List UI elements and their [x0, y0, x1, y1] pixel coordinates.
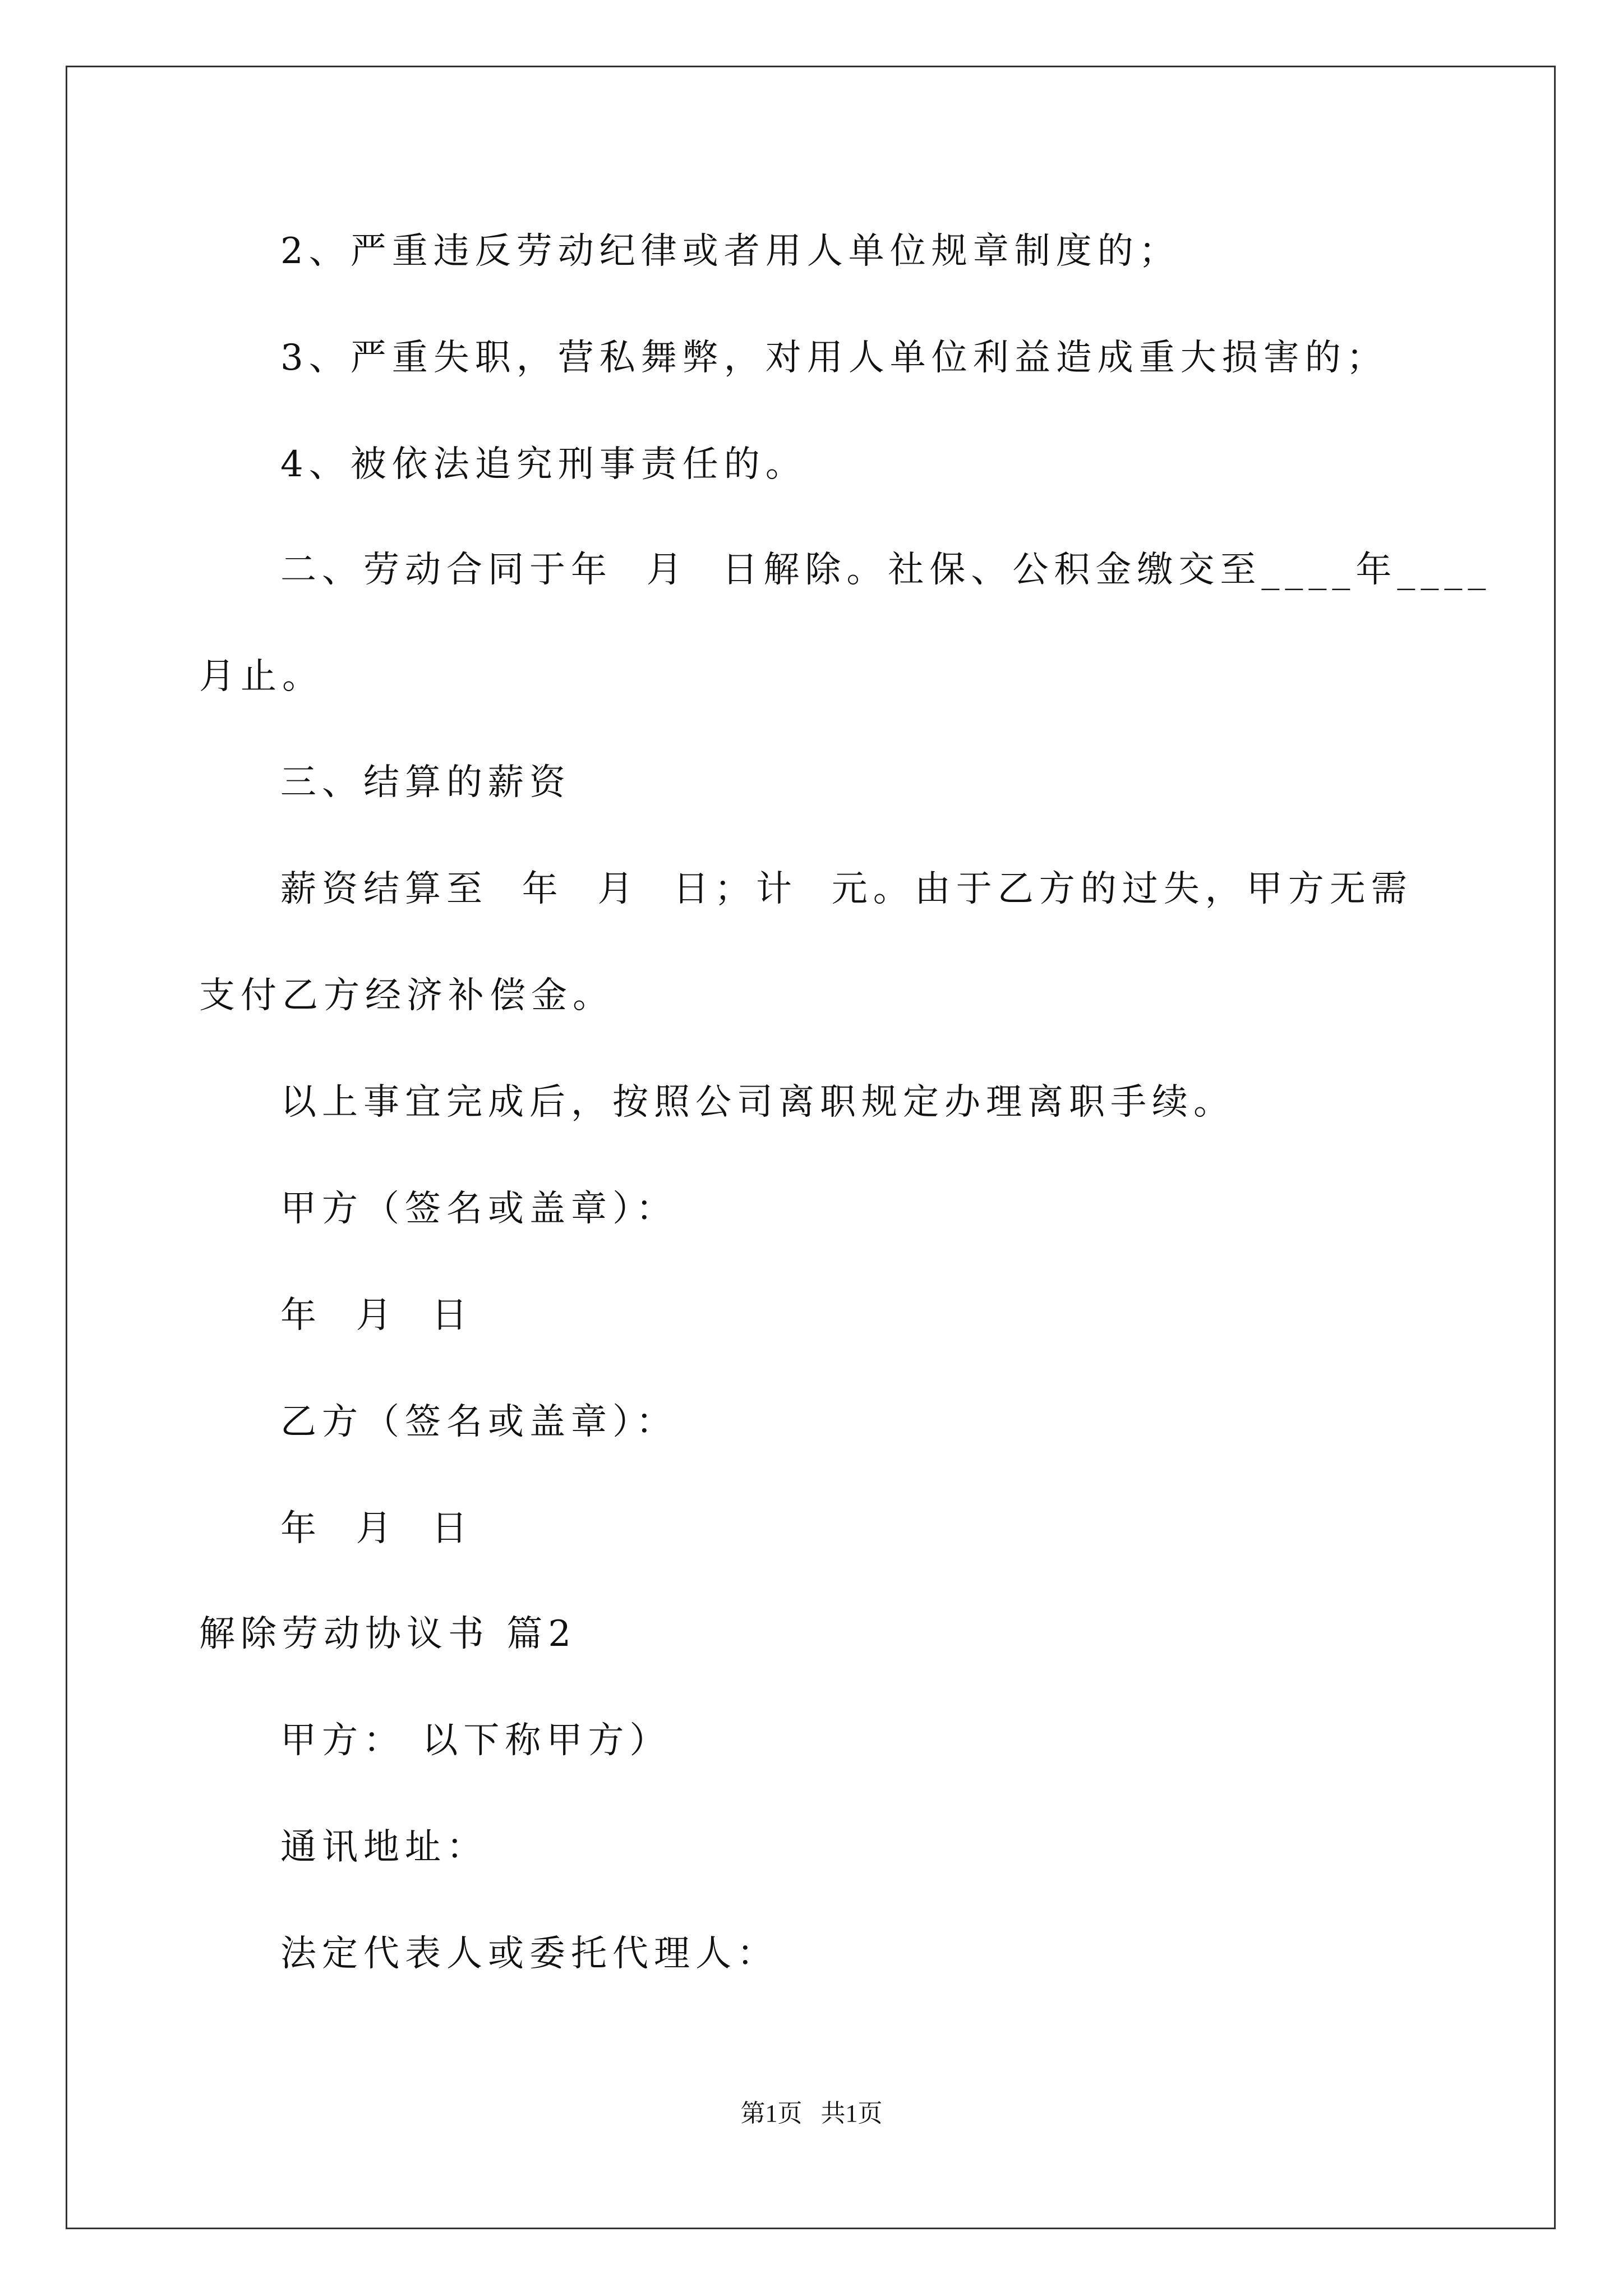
party-a-label: 甲方： 以下称甲方） [280, 1720, 671, 1761]
section-2-line-2: 月止。 [199, 656, 324, 697]
party-b-date: 年 月 日 [280, 1508, 473, 1549]
document-title-part-2: 解除劳动协议书 篇2 [199, 1613, 577, 1655]
clause-2: 2、严重违反劳动纪律或者用人单位规章制度的； [280, 231, 1181, 272]
closing-statement: 以上事宜完成后，按照公司离职规定办理离职手续。 [280, 1082, 1235, 1123]
representative-label: 法定代表人或委托代理人： [280, 1933, 778, 1975]
page-number-footer: 第1页 共1页 [740, 2100, 883, 2127]
party-a-date: 年 月 日 [280, 1295, 473, 1336]
clause-3: 3、严重失职，营私舞弊，对用人单位利益造成重大损害的； [280, 337, 1388, 379]
party-a-signature: 甲方（签名或盖章）： [280, 1188, 677, 1230]
page-border [66, 66, 1556, 2229]
party-b-signature: 乙方（签名或盖章）： [280, 1401, 677, 1443]
salary-line-2: 支付乙方经济补偿金。 [199, 975, 614, 1016]
salary-line-1: 薪资结算至 年 月 日；计 元。由于乙方的过失，甲方无需 [280, 868, 1413, 910]
section-3-heading: 三、结算的薪资 [280, 762, 571, 803]
clause-4: 4、被依法追究刑事责任的。 [280, 444, 807, 485]
section-2-line-1: 二、劳动合同于年 月 日解除。社保、公积金缴交至____年____ [280, 549, 1492, 591]
address-label: 通讯地址： [280, 1826, 488, 1868]
